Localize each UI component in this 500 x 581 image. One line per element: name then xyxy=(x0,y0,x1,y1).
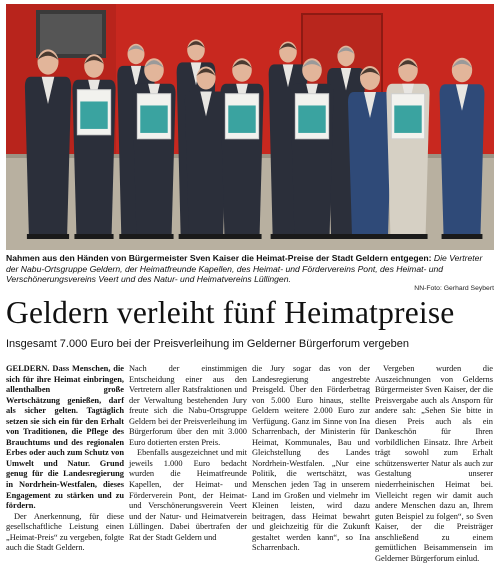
person xyxy=(440,58,485,239)
headline: Geldern verleiht fünf Heimatpreise xyxy=(6,295,455,330)
group-photo xyxy=(6,4,494,250)
group-photo-drawing xyxy=(6,4,494,250)
article-column-4 xyxy=(375,364,493,564)
article-column-3 xyxy=(252,364,370,554)
caption-detail: Die Vertreter der Nabu-Ortsgruppe Geldern, der Heimatfreunde Kapellen, des Heimat- und Fördervereins Pont, des Heimat- und Verschönerungsvereins Veert und des Natur- und Heimatvereins Lüllingen. xyxy=(6,253,483,285)
paragraph: Ebenfalls ausgezeichnet und mit jeweils 1.000 Euro bedacht wurden die Heimatfreunde Kapellen, der Heimat- und Förderverein Pont, der Heimat- und Verschönerungsverein Veert und der Natur- und Heimatverein Lüllingen. Dabei übertrafen der Rat der Stadt Geldern und xyxy=(129,448,247,542)
lead-paragraph: GELDERN. Dass Menschen, die sich für ihre Heimat einbringen, allenthalben große Wertschätzung genießen, darf als sicher gelten. Tagtäglich setzen sie sich ein für den Erhalt von Traditionen, die Pflege des Brauchtums und des regionalen Erbes oder auch zum Schutz von Umwelt und Natur. Grund genug für die Landesregierung in Nordrhein-Westfalen, dieses Engagement zu stärken und zu fördern. xyxy=(6,364,124,511)
person xyxy=(25,49,71,239)
paragraph: Nach der einstimmigen Entscheidung einer aus den Vertretern aller Ratsfraktionen und der Verwaltung bestehenden Jury freute sich die Nabu-Ortsgruppe Geldern bei der Preisverleihung im Bürgerforum über den mit 3.000 Euro dotierten ersten Preis. xyxy=(129,364,247,447)
person xyxy=(386,58,429,239)
article-column-2 xyxy=(129,364,247,543)
person xyxy=(290,58,333,239)
paragraph: Vergeben wurden die Auszeichnungen von Gelderns Bürgermeister Sven Kaiser, der die Preisvergabe auch als Ansporn für andere sah: „Sehen Sie bitte in diesen Preis auch als ein Dankeschön für Ihren vorbildlichen Einsatz. Ihre Arbeit trägt sowohl zum Erhalt schützenswerter Natur als auch zur Gestaltung unserer niederrheinischen Heimat bei. Vielleicht regen wir damit auch andere Menschen dazu an, Ihrem guten Beispiel zu folgen“, so Sven Kaiser, der die Preisträger anschließend zu einem gemütlichen Beisammensein im Gelderner Bürgerforum einlud. xyxy=(375,364,493,563)
photo-credit: NN-Foto: Gerhard Seybert xyxy=(414,285,494,292)
paragraph: die Jury sogar das von der Landesregierung angestrebte Preisgeld. Über den Förderbetrag von 5.000 Euro hinaus, stellte Geldern weitere 2.000 Euro zur Verfügung. Ganz im Sinne von Ina Scharrenbach, der Ministerin für Heimat, Kommunales, Bau und Gleichstellung des Landes Nordrhein-Westfalen. „Nur eine Politik, die wertschätzt, was Menschen jeden Tag in unserem Land im Großen und vielmehr im Kleinen leisten, wird dazu beitragen, dass Heimat bewahrt und gleichzeitig für die Zukunft gestaltet werden kann“, so Ina Scharrenbach. xyxy=(252,364,370,553)
person xyxy=(220,58,263,239)
photo-caption xyxy=(6,253,494,285)
paragraph: Der Anerkennung, für diese gesellschaftliche Leistung einen „Heimat-Preis“ zu vergeben, folgte auch die Stadt Geldern. xyxy=(6,511,124,553)
caption-lead: Nahmen aus den Händen von Bürgermeister Sven Kaiser die Heimat-Preise der Stadt Geldern entgegen: xyxy=(6,253,432,263)
person xyxy=(72,54,115,239)
person xyxy=(132,58,175,239)
article-column-1 xyxy=(6,364,124,554)
subheadline: Insgesamt 7.000 Euro bei der Preisverleihung im Gelderner Bürgerforum vergeben xyxy=(6,338,409,350)
